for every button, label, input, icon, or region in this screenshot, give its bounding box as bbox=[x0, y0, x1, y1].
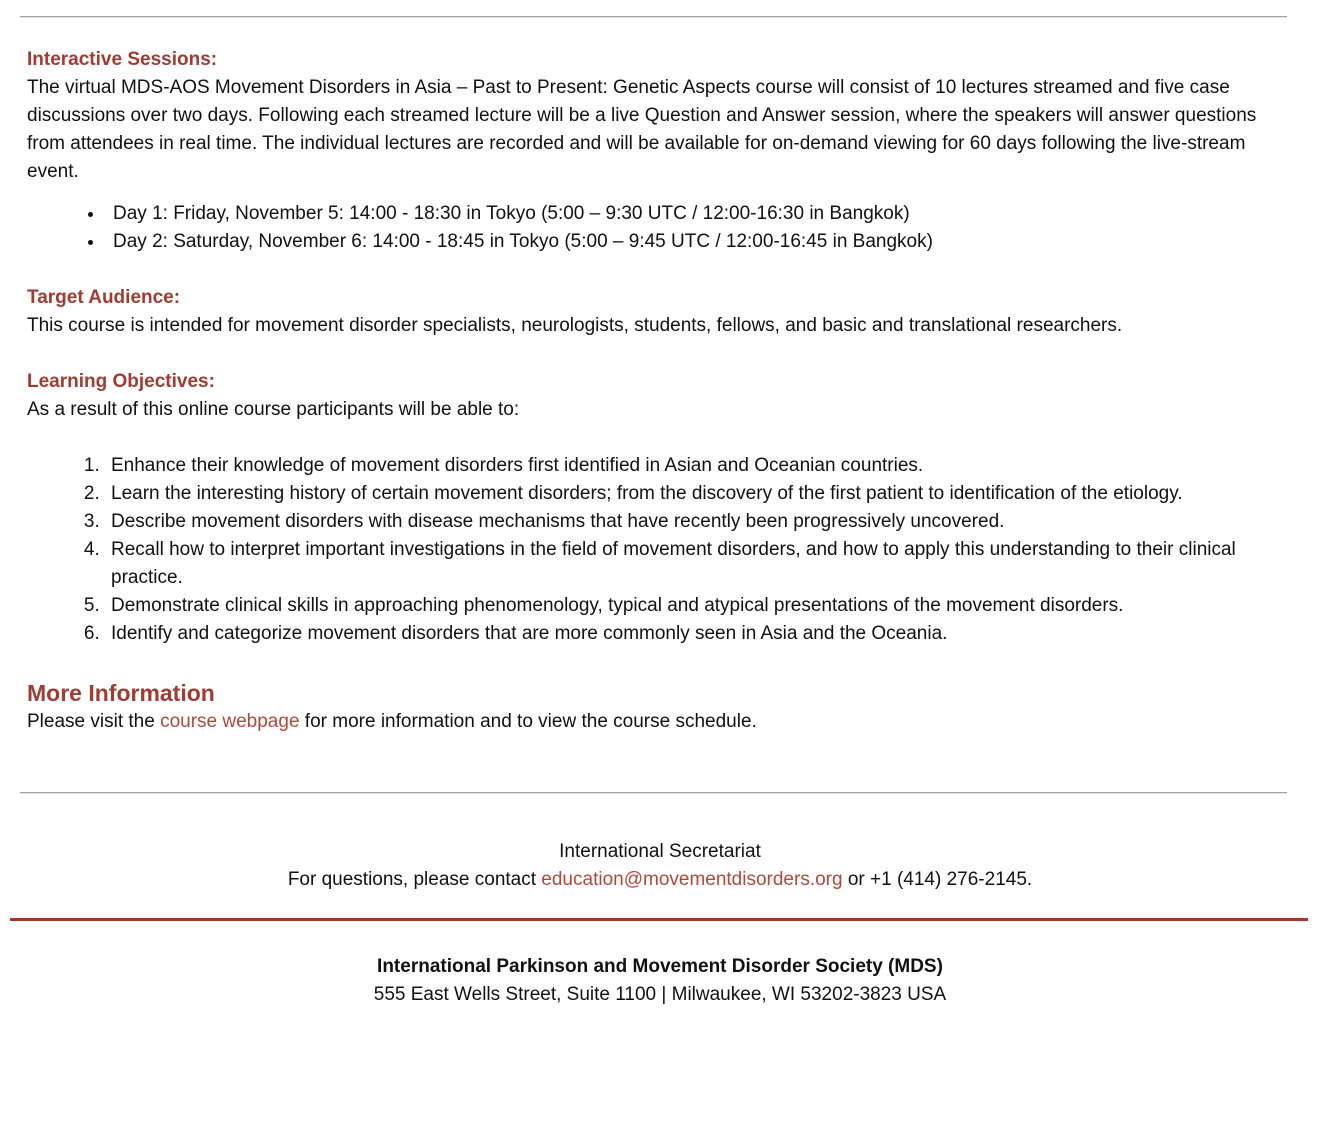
learning-objectives-list bbox=[27, 452, 1290, 648]
target-audience-paragraph: This course is intended for movement disorder specialists, neurologists, students, fellows, and basic and translational researchers. bbox=[27, 315, 1123, 336]
more-info-text-after: for more information and to view the course schedule. bbox=[299, 711, 757, 732]
organization-name: International Parkinson and Movement Disorder Society (MDS) bbox=[377, 956, 943, 977]
objective-item-1: 1. Enhance their knowledge of movement disorders first identified in Asian and Oceanian countries. bbox=[105, 452, 1290, 480]
schedule-list bbox=[27, 200, 1290, 256]
secretariat-title: International Secretariat bbox=[559, 841, 761, 862]
middle-divider bbox=[20, 792, 1287, 794]
more-information-paragraph bbox=[27, 708, 1290, 736]
top-divider bbox=[20, 16, 1287, 18]
contact-text-before: For questions, please contact bbox=[287, 869, 542, 890]
organization-block bbox=[0, 953, 1320, 1009]
course-webpage-link[interactable]: course webpage bbox=[160, 711, 300, 732]
more-info-text-before: Please visit the bbox=[27, 711, 161, 732]
objective-item-4: 4. Recall how to interpret important investigations in the field of movement disorders, and how to apply this understanding to their clinical practice. bbox=[105, 536, 1290, 592]
interactive-sessions-paragraph: The virtual MDS-AOS Movement Disorders in Asia – Past to Present: Genetic Aspects course will consist of 10 lectures streamed and five case discussions over two days. Following each streamed lecture will be a live Question and Answer session, where the speakers will answer questions from attendees in real time. The individual lectures are recorded and will be available for on-demand viewing for 60 days following the live-stream event. bbox=[27, 77, 1257, 182]
more-information-heading: More Information bbox=[27, 680, 215, 706]
contact-line bbox=[0, 866, 1320, 894]
education-email-link[interactable]: education@movementdisorders.org bbox=[541, 869, 843, 890]
schedule-item-day2: • Day 2: Saturday, November 6: 14:00 - 18:45 in Tokyo (5:00 – 9:45 UTC / 12:00-16:45 in Bangkok) bbox=[105, 228, 1290, 256]
course-description-section bbox=[0, 46, 1320, 736]
schedule-item-day1: • Day 1: Friday, November 5: 14:00 - 18:30 in Tokyo (5:00 – 9:30 UTC / 12:00-16:30 in Bangkok) bbox=[105, 200, 1290, 228]
objective-item-3: 3. Describe movement disorders with disease mechanisms that have recently been progressively uncovered. bbox=[105, 508, 1290, 536]
interactive-sessions-heading: Interactive Sessions: bbox=[27, 49, 218, 70]
organization-address: 555 East Wells Street, Suite 1100 | Milwaukee, WI 53202-3823 USA bbox=[373, 984, 947, 1005]
learning-objectives-heading: Learning Objectives: bbox=[27, 371, 215, 392]
secretariat-block bbox=[0, 838, 1320, 894]
objective-item-5: 5. Demonstrate clinical skills in approaching phenomenology, typical and atypical presentations of the movement disorders. bbox=[105, 592, 1290, 620]
learning-objectives-intro: As a result of this online course participants will be able to: bbox=[27, 399, 520, 420]
objective-item-2: 2. Learn the interesting history of certain movement disorders; from the discovery of the first patient to identification of the etiology. bbox=[105, 480, 1290, 508]
objective-item-6: 6. Identify and categorize movement disorders that are more commonly seen in Asia and the Oceania. bbox=[105, 620, 1290, 648]
contact-text-after: or +1 (414) 276-2145. bbox=[842, 869, 1033, 890]
red-divider bbox=[10, 918, 1308, 921]
target-audience-heading: Target Audience: bbox=[27, 287, 181, 308]
